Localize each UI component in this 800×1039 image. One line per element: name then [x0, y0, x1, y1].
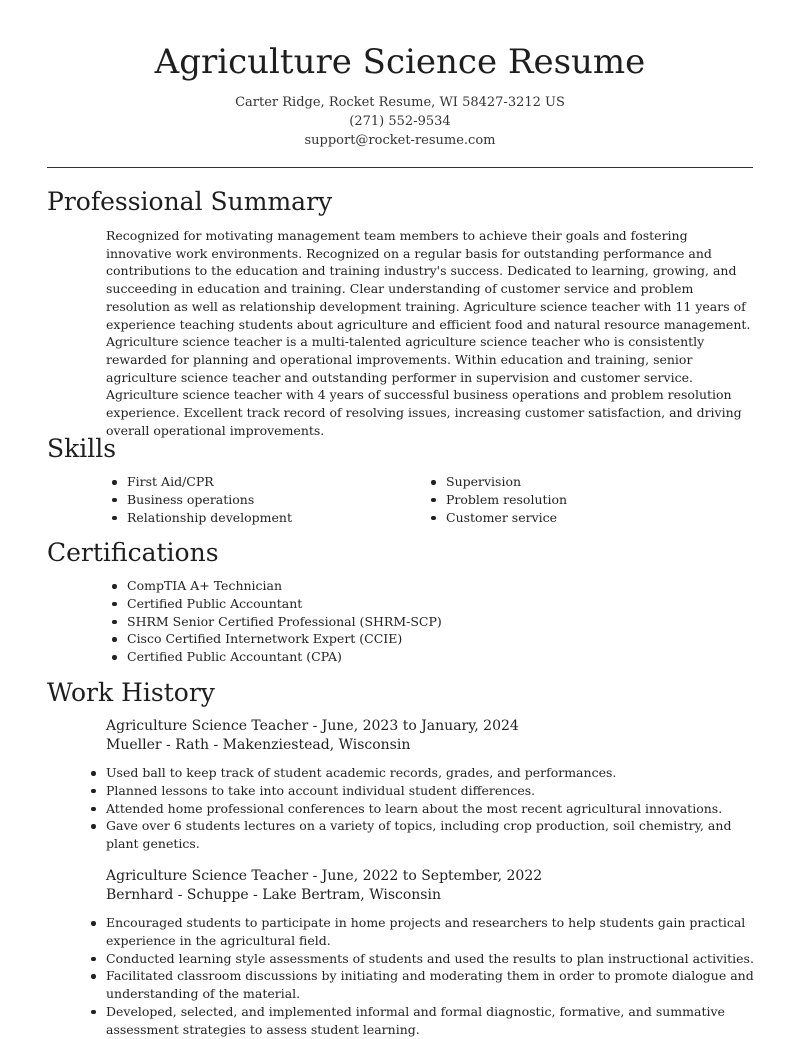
job-company: Mueller - Rath - Makenziestead, Wisconsin [106, 737, 411, 753]
skills-heading: Skills [47, 434, 117, 463]
skills-list-left [106, 473, 406, 526]
skill-item: Supervision [425, 473, 725, 491]
job-duty: Facilitated classroom discussions by initiating and moderating them in order to promote dialogue and understanding of the material. [85, 967, 756, 1003]
resume-header [47, 40, 753, 150]
job-duties [85, 914, 756, 1039]
job-duty: Planned lessons to take into account individual student differences. [85, 782, 756, 800]
certification-item: Certified Public Accountant [106, 595, 746, 613]
skills-list-right [425, 473, 725, 526]
certification-item: Certified Public Accountant (CPA) [106, 648, 746, 666]
contact-phone: (271) 552-9534 [349, 114, 451, 129]
job-company: Bernhard - Schuppe - Lake Bertram, Wisconsin [106, 887, 441, 903]
certifications-heading: Certifications [47, 538, 219, 567]
job-duty: Encouraged students to participate in home projects and researchers to help students gain practical experience in the agricultural field. [85, 914, 756, 950]
certifications-list [106, 577, 746, 666]
contact-address: Carter Ridge, Rocket Resume, WI 58427-3212 US [235, 95, 565, 110]
certification-item: CompTIA A+ Technician [106, 577, 746, 595]
job-entry [106, 867, 756, 1039]
job-duty: Gave over 6 students lectures on a variety of topics, including crop production, soil chemistry, and plant genetics. [85, 817, 756, 853]
certification-item: Cisco Certified Internetwork Expert (CCIE) [106, 630, 746, 648]
summary-heading: Professional Summary [47, 187, 333, 216]
certification-item: SHRM Senior Certified Professional (SHRM-SCP) [106, 613, 746, 631]
job-duty: Attended home professional conferences to learn about the most recent agricultural innovations. [85, 800, 756, 818]
contact-email[interactable]: support@rocket-resume.com [304, 133, 496, 148]
job-duty: Used ball to keep track of student academic records, grades, and performances. [85, 764, 756, 782]
summary-text: Recognized for motivating management team members to achieve their goals and fostering innovative work environments. Recognized on a regular basis for outstanding performance and contributions to the education and training industry's success. Dedicated to learning, growing, and succeeding in education and training. Clear understanding of customer service and problem resolution as well as relationship development training. Agriculture science teacher with 11 years of experience teaching students about agriculture and efficient food and natural resource management. Agriculture science teacher is a multi-talented agriculture science teacher who is consistently rewarded for planning and operational improvements. Within education and training, senior agriculture science teacher and outstanding performer in supervision and customer service. Agriculture science teacher with 4 years of successful business operations and problem resolution experience. Excellent track record of resolving issues, increasing customer satisfaction, and driving overall operational improvements. [106, 228, 751, 438]
job-duty: Developed, selected, and implemented informal and formal diagnostic, formative, and summative assessment strategies to assess student learning. [85, 1003, 756, 1039]
skill-item: Relationship development [106, 509, 406, 527]
contact-info [47, 93, 753, 150]
job-title: Agriculture Science Teacher - June, 2023 to January, 2024 [106, 718, 519, 734]
skill-item: Business operations [106, 491, 406, 509]
job-duty: Conducted learning style assessments of students and used the results to plan instructional activities. [85, 950, 756, 968]
skill-item: Problem resolution [425, 491, 725, 509]
skill-item: Customer service [425, 509, 725, 527]
header-divider [47, 167, 753, 168]
skill-item: First Aid/CPR [106, 473, 406, 491]
job-title: Agriculture Science Teacher - June, 2022 to September, 2022 [106, 868, 543, 884]
work-history-heading: Work History [47, 678, 215, 707]
job-entry [106, 717, 756, 853]
job-duties [85, 764, 756, 853]
resume-title: Agriculture Science Resume [154, 42, 646, 82]
